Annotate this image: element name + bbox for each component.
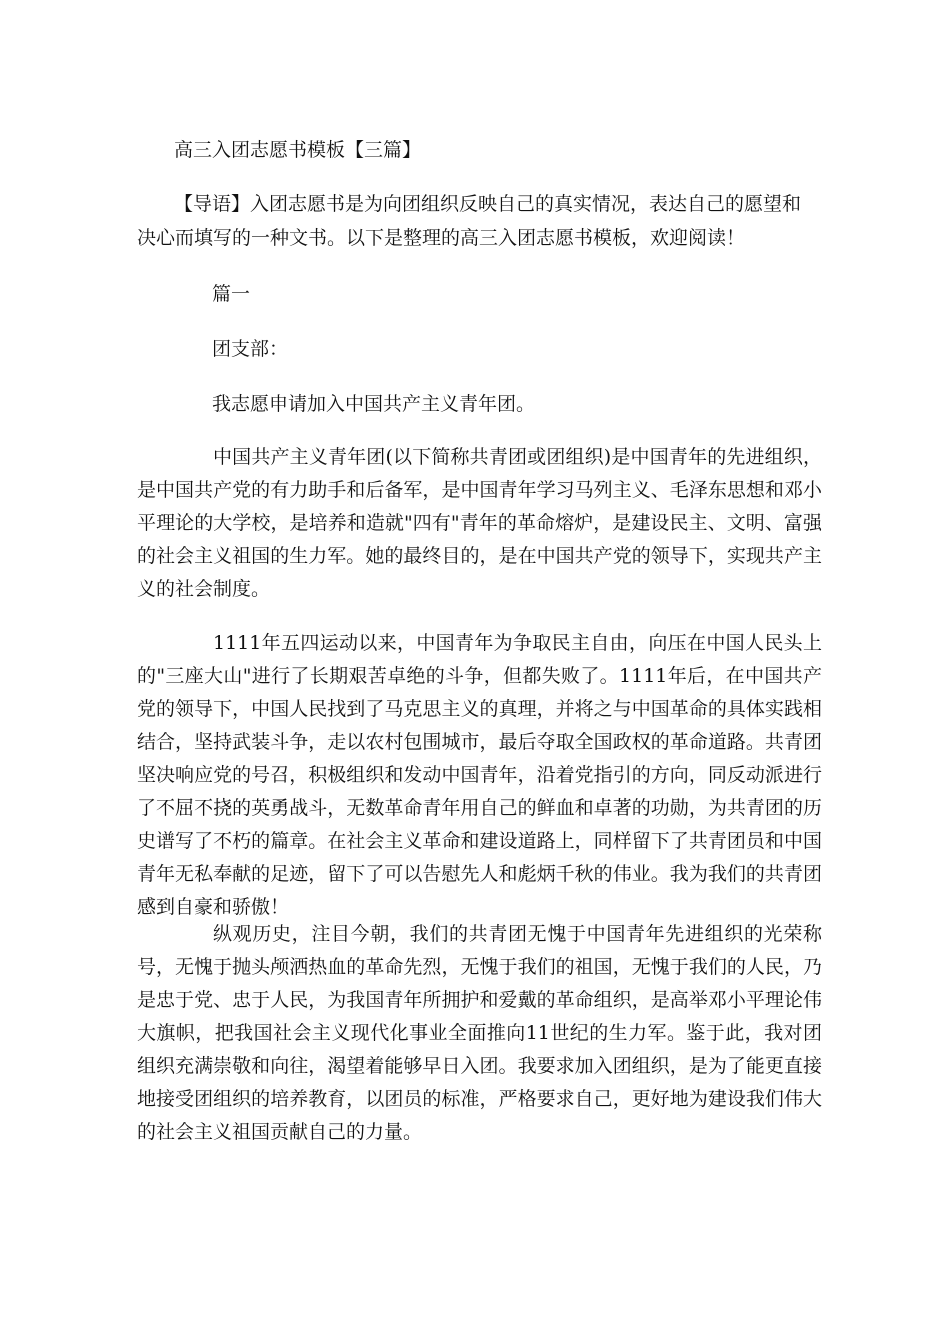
document-title: 高三入团志愿书模板【三篇】 (174, 139, 422, 161)
body-paragraph-2: 1111年五四运动以来，中国青年为争取民主自由，向压在中国人民头上的"三座大山"进行了长期艰苦卓绝的斗争，但都失败了。1111年后，在中国共产党的领导下，中国人民找到了马克思主义的真理，并将之与中国革命的具体实践相结合，坚持武装斗争，走以农村包围城市，最后夺取全国政权的革命道路。共青团坚决响应党的号召，积极组织和发动中国青年，沿着党指引的方向，同反动派进行了不屈不挠的英勇战斗，无数革命青年用自己的鲜血和卓著的功勋，为共青团的历史谱写了不朽的篇章。在社会主义革命和建设道路上，同样留下了共青团员和中国青年无私奉献的足迹，留下了可以告慰先人和彪炳千秋的伟业。我为我们的共青团感到自豪和骄傲！ (137, 632, 822, 918)
body-paragraph-3: 纵观历史，注目今朝，我们的共青团无愧于中国青年先进组织的光荣称号，无愧于抛头颅洒热血的革命先烈，无愧于我们的祖国，无愧于我们的人民，乃是忠于党、忠于人民，为我国青年所拥护和爱戴的革命组织，是高举邓小平理论伟大旗帜，把我国社会主义现代化事业全面推向11世纪的生力军。鉴于此，我对团组织充满崇敬和向往，渴望着能够早日入团。我要求加入团组织，是为了能更直接地接受团组织的培养教育，以团员的标准，严格要求自己，更好地为建设我们伟大的社会主义祖国贡献自己的力量。 (137, 923, 822, 1143)
intro-line-2: 决心而填写的一种文书。以下是整理的高三入团志愿书模板，欢迎阅读！ (137, 227, 746, 249)
declaration: 我志愿申请加入中国共产主义青年团。 (212, 393, 536, 415)
salutation: 团支部： (212, 338, 289, 360)
intro-line-1: 【导语】入团志愿书是为向团组织反映自己的真实情况，表达自己的愿望和 (174, 193, 802, 215)
section-label: 篇一 (212, 283, 251, 305)
body-paragraph-1: 中国共产主义青年团(以下简称共青团或团组织)是中国青年的先进组织，是中国共产党的有力助手和后备军，是中国青年学习马列主义、毛泽东思想和邓小平理论的大学校，是培养和造就"四有"青年的革命熔炉，是建设民主、文明、富强的社会主义祖国的生力军。她的最终目的，是在中国共产党的领导下，实现共产主义的社会制度。 (137, 446, 822, 600)
